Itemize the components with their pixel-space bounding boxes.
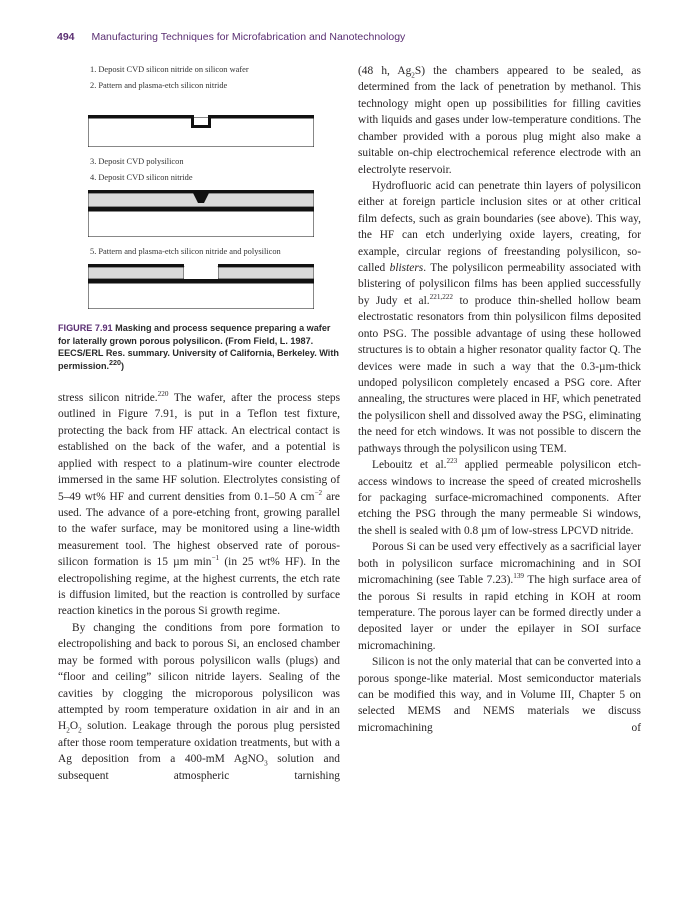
figure-step-4: 4. Deposit CVD silicon nitride [90,173,193,182]
figure-diagram-step-5 [88,263,314,309]
figure-step-3: 3. Deposit CVD polysilicon [90,157,184,166]
figure-caption [58,322,340,372]
subscript: 2 [78,726,82,735]
figure-7-91 [58,63,340,393]
figure-diagram-step-2 [88,111,314,147]
citation: 223 [446,457,458,466]
text-run: . The polysilicon permeability associated with blistering of polysilicon films has been applied successfully by Judy et al. [358,262,641,307]
nitride-top-3-right [218,264,314,267]
text-run: The high surface area of the porous Si results in rapid etching in KOH at room temperature. The porous layer can be formed directly under a deposited layer or under the epilayer in SOI surface micromachining. [358,574,641,652]
text-run: solution and subsequent atmospheric tarnishing [58,753,340,782]
caption-ref: 220 [109,357,122,367]
text-run: stress silicon nitride. [58,392,158,404]
emphasis: blisters [389,262,424,275]
figure-step-5: 5. Pattern and plasma-etch silicon nitride and polysilicon [90,247,281,256]
right-paragraph-4 [358,539,641,654]
citation: 220 [157,390,169,399]
right-paragraph-3 [358,457,641,539]
figure-caption-text: Masking and process sequence preparing a wafer for laterally grown porous polysilicon. (From Field, L. 1987. EECS/ERL Res. summary. University of California, Berkeley. With permission. [58,323,339,371]
nitride-top-3-left [88,264,184,267]
page-number: 494 [57,31,75,43]
polysilicon-layer-3-left [88,267,184,279]
citation: 139 [513,572,525,581]
text-run: Hydrofluoric acid can penetrate thin layers of polysilicon either at foreign particle inclusion sites or at other critical film defects, such as grain boundaries (see above). This way, the HF can etch underlying oxide layers, creating, for example, circular regions of freestanding polysilicon, so-called [358,179,641,275]
right-paragraph-1 [358,63,641,178]
nitride-top-2 [88,190,314,193]
running-header [57,31,657,47]
subscript: 3 [264,759,268,768]
figure-diagram-step-4 [88,189,314,237]
figure-step-1: 1. Deposit CVD silicon nitride on silicon wafer [90,65,249,74]
right-paragraph-2 [358,178,641,457]
figure-step-2: 2. Pattern and plasma-etch silicon nitride [90,81,228,90]
wafer-1-inner [194,118,208,125]
right-paragraph-5 [358,654,641,736]
superscript: −2 [314,488,323,497]
superscript: −1 [211,554,220,563]
citation: 221,222 [429,293,453,302]
text-run: Porous Si can be used very effectively as a sacrificial layer both in polysilicon surface micromachining and in SOI micromachining (see Table 7.23). [358,541,641,587]
text-run: O [69,720,79,733]
right-column [358,63,641,736]
wafer-2 [88,211,314,237]
nitride-bottom-2 [88,207,314,211]
text-run: By changing the conditions from pore formation to electropolishing and back to porous Si, an enclosed chamber may be formed with porous polysilicon walls (plugs) and “floor and ceiling” silicon nitride layers. Sealing of the cavities by clogging the microporous polysilicon was attempted by room temperature oxidation in air and in an H [58,621,340,733]
caption-close: ) [121,360,125,371]
subscript: 2 [411,71,415,80]
left-paragraph-2 [58,620,340,784]
text-run: (in 25 wt% HF). In the electropolishing regime, at the highest currents, the etch rate is diffusion limited, but the reaction is controlled by surface reaction kinetics in the porous Si growth regime. [58,556,340,618]
text-run: solution. Leakage through the porous plug persisted after those room temperature oxidation treatments, but with a Ag deposition from a 400-mM AgNO [58,720,340,766]
text-run: Silicon is not the only material that can be converted into a porous sponge-like material. Most semiconductor materials can be modified this way, and in Volume III, Chapter 5 on selected MEMS and NEMS materials we discuss micromachining of [358,656,641,734]
running-title: Manufacturing Techniques for Microfabrication and Nanotechnology [91,31,406,43]
text-run: The wafer, after the process steps outlined in Figure 7.91, is put in a Teflon test fixture, protecting the back from HF attack. An electrical contact is established on the back of the wafer, and a potential is applied with respect to a platinum-wire counter electrode immersed in the same HF solution. Electrolytes consisting of 5–49 wt% HF and current densities from 0.1–50 A cm [58,392,340,503]
text-run: (48 h, Ag [358,65,412,77]
text-run: Lebouitz et al. [372,459,447,472]
text-run: to produce thin-shelled hollow beam electrostatic resonators from thin polysilicon films deposited onto PSG. The possible advantage of using these hollowed structures is to obtain a higher resonator quality factor Q. The devices were made in such a way that the 0.3-µm-thick undoped polysilicon completely encased a PSG core. After annealing, the structures were placed in HF, which penetrated the polysilicon shell and dissolved away the PSG, eliminating the need for etch windows. It was not possible to discern the pathways through the polysilicon using TEM. [358,294,641,455]
text-run: S) the chambers appeared to be sealed, as determined from the lack of penetration by methanol. This technology might open up possibilities for filling cavities with liquids and gases under low-temperature conditions. The chamber provided with a porous plug might also make a suitable on-chip electrochemical reference electrode with an electrolyte reservoir. [358,65,641,176]
text-run: are used. The advance of a pore-etching front, growing parallel to the wafer surface, may be monitored using a line-width measurement tool. The highest observed rate of porous-silicon formation is 15 µm min [58,490,340,569]
wafer-3 [88,283,314,309]
polysilicon-layer-3-right [218,267,314,279]
left-body [58,390,340,784]
text-run: applied permeable polysilicon etch-access windows to increase the speed of created microshells for packaging surface-micromachined components. After etching the PSG through the many permeable Si windows, the shell is sealed with 0.8 µm of low-stress LPCVD nitride. [358,459,641,537]
figure-label: FIGURE 7.91 [58,323,113,333]
window-3 [184,267,218,279]
left-paragraph-1 [58,390,340,620]
subscript: 2 [66,726,70,735]
